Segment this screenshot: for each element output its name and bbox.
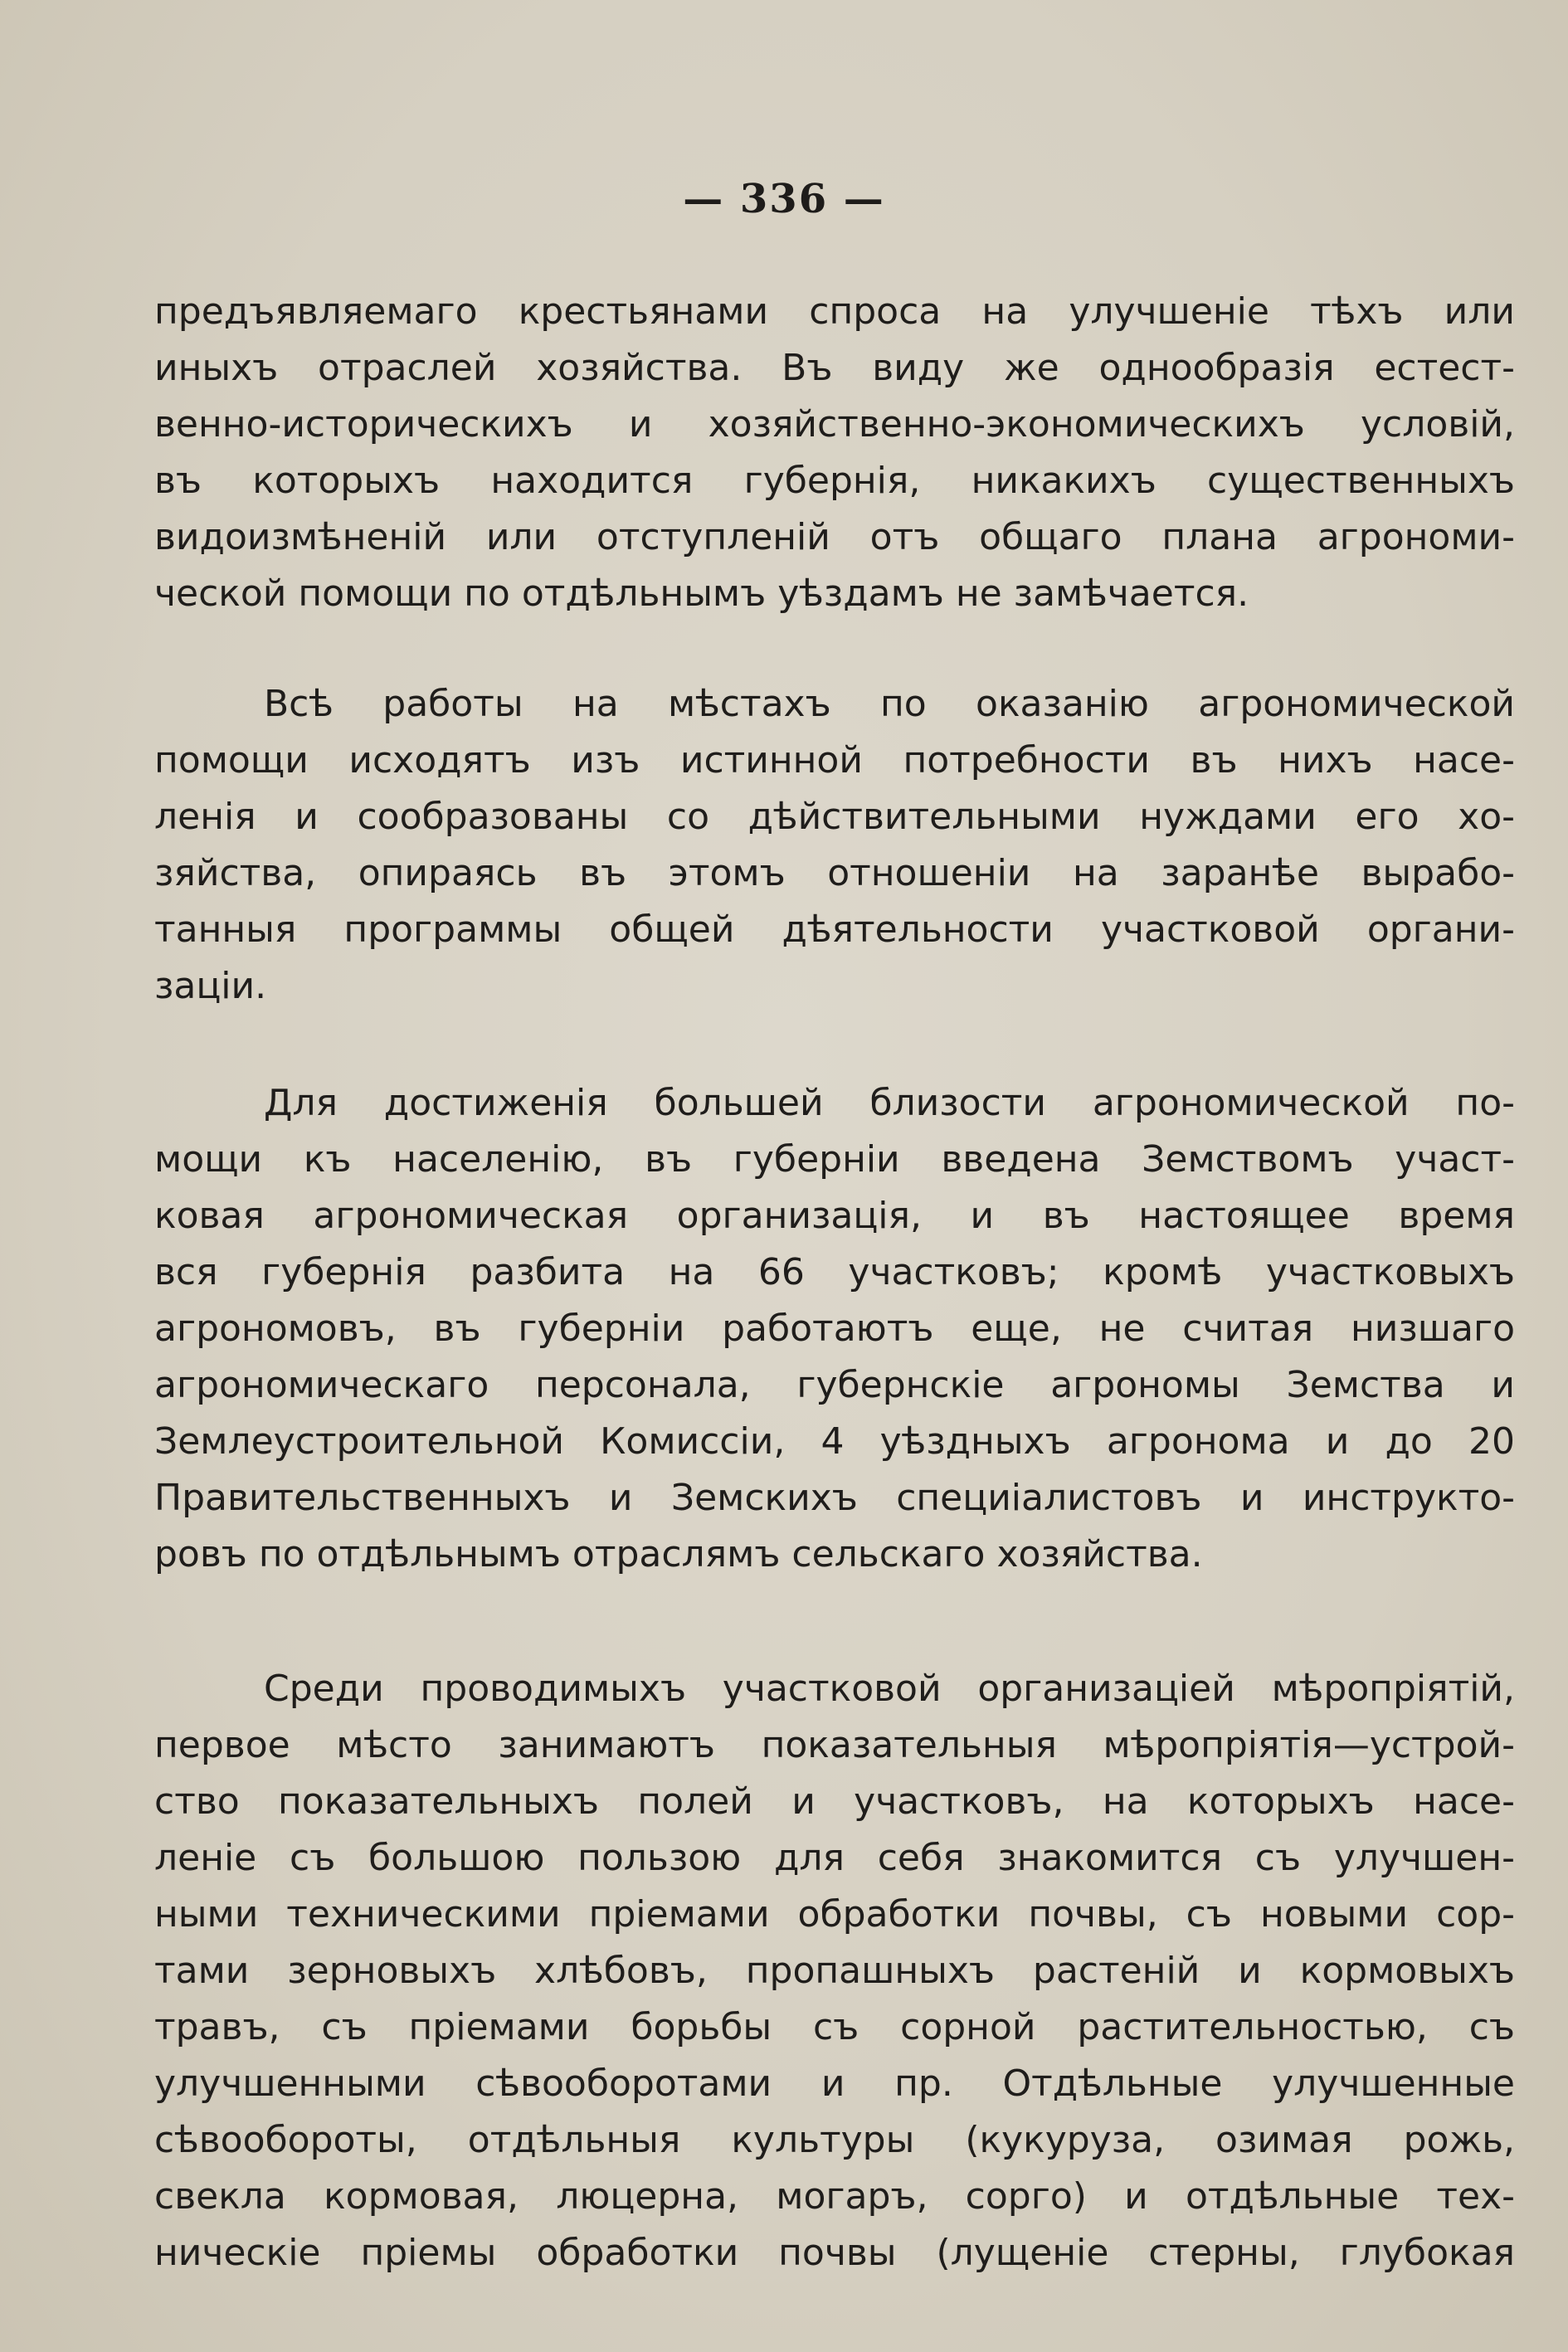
text-line: ческой помощи по отдѣльнымъ уѣздамъ не замѣчается.: [154, 572, 1249, 615]
text-line: помощи исходятъ изъ истинной потребности въ нихъ насе-: [154, 739, 1515, 782]
text-line: въ которыхъ находится губернiя, никакихъ существенныхъ: [154, 460, 1515, 502]
paragraph-1: [154, 284, 1515, 622]
text-line: зяйства, опираясь въ этомъ отношенiи на заранѣе вырабо-: [154, 852, 1515, 894]
paragraph-3: [154, 1075, 1515, 1583]
text-line: ленiя и сообразованы со дѣйствительными нуждами его хо-: [154, 796, 1515, 838]
text-line: Всѣ работы на мѣстахъ по оказанiю агрономической: [264, 683, 1515, 725]
text-line: ными техническими прiемами обработки почвы, съ новыми сор-: [154, 1893, 1515, 1936]
text-line: Правительственныхъ и Земскихъ специiалистовъ и инструкто-: [154, 1477, 1515, 1519]
text-line: ство показательныхъ полей и участковъ, на которыхъ насе-: [154, 1780, 1515, 1823]
text-line: травъ, съ прiемами борьбы съ сорной растительностью, съ: [154, 2006, 1515, 2048]
text-line: сѣвообороты, отдѣльныя культуры (кукуруза, озимая рожь,: [154, 2119, 1515, 2161]
text-line: Для достиженiя большей близости агрономической по-: [264, 1082, 1515, 1124]
paragraph-4: [154, 1661, 1515, 2281]
text-line: иныхъ отраслей хозяйства. Въ виду же однообразiя естест-: [154, 347, 1515, 389]
text-line: агрономовъ, въ губернiи работаютъ еще, не считая низшаго: [154, 1307, 1515, 1350]
text-line: первое мѣсто занимаютъ показательныя мѣропрiятiя—устрой-: [154, 1724, 1515, 1766]
paragraph-2: [154, 676, 1515, 1015]
text-line: зацiи.: [154, 965, 267, 1007]
text-line: предъявляемаго крестьянами спроса на улучшенiе тѣхъ или: [154, 290, 1515, 333]
text-line: улучшенными сѣвооборотами и пр. Отдѣльные улучшенные: [154, 2062, 1515, 2105]
text-line: Землеустроительной Комиссiи, 4 уѣздныхъ агронома и до 20: [154, 1420, 1515, 1463]
text-line: свекла кормовая, люцерна, могаръ, сорго) и отдѣльные тех-: [154, 2175, 1515, 2218]
text-line: Среди проводимыхъ участковой организацiей мѣропрiятiй,: [264, 1668, 1515, 1710]
text-line: танныя программы общей дѣятельности участковой органи-: [154, 908, 1515, 951]
text-line: мощи къ населенiю, въ губернiи введена Земствомъ участ-: [154, 1138, 1515, 1181]
text-line: агрономическаго персонала, губернскiе агрономы Земства и: [154, 1364, 1515, 1406]
text-line: тами зерновыхъ хлѣбовъ, пропашныхъ растенiй и кормовыхъ: [154, 1950, 1515, 1992]
page-number: — 336 —: [683, 176, 885, 222]
text-line: венно-историческихъ и хозяйственно-экономическихъ условiй,: [154, 403, 1515, 446]
text-line: ковая агрономическая организацiя, и въ настоящее время: [154, 1195, 1515, 1237]
text-line: ническiе прiемы обработки почвы (лущенiе стерны, глубокая: [154, 2232, 1515, 2274]
text-line: видоизмѣненiй или отступленiй отъ общаго плана агрономи-: [154, 516, 1515, 558]
text-line: вся губернiя разбита на 66 участковъ; кромѣ участковыхъ: [154, 1251, 1515, 1293]
text-line: ровъ по отдѣльнымъ отраслямъ сельскаго хозяйства.: [154, 1533, 1203, 1575]
text-line: ленiе съ большою пользою для себя знакомится съ улучшен-: [154, 1837, 1515, 1879]
